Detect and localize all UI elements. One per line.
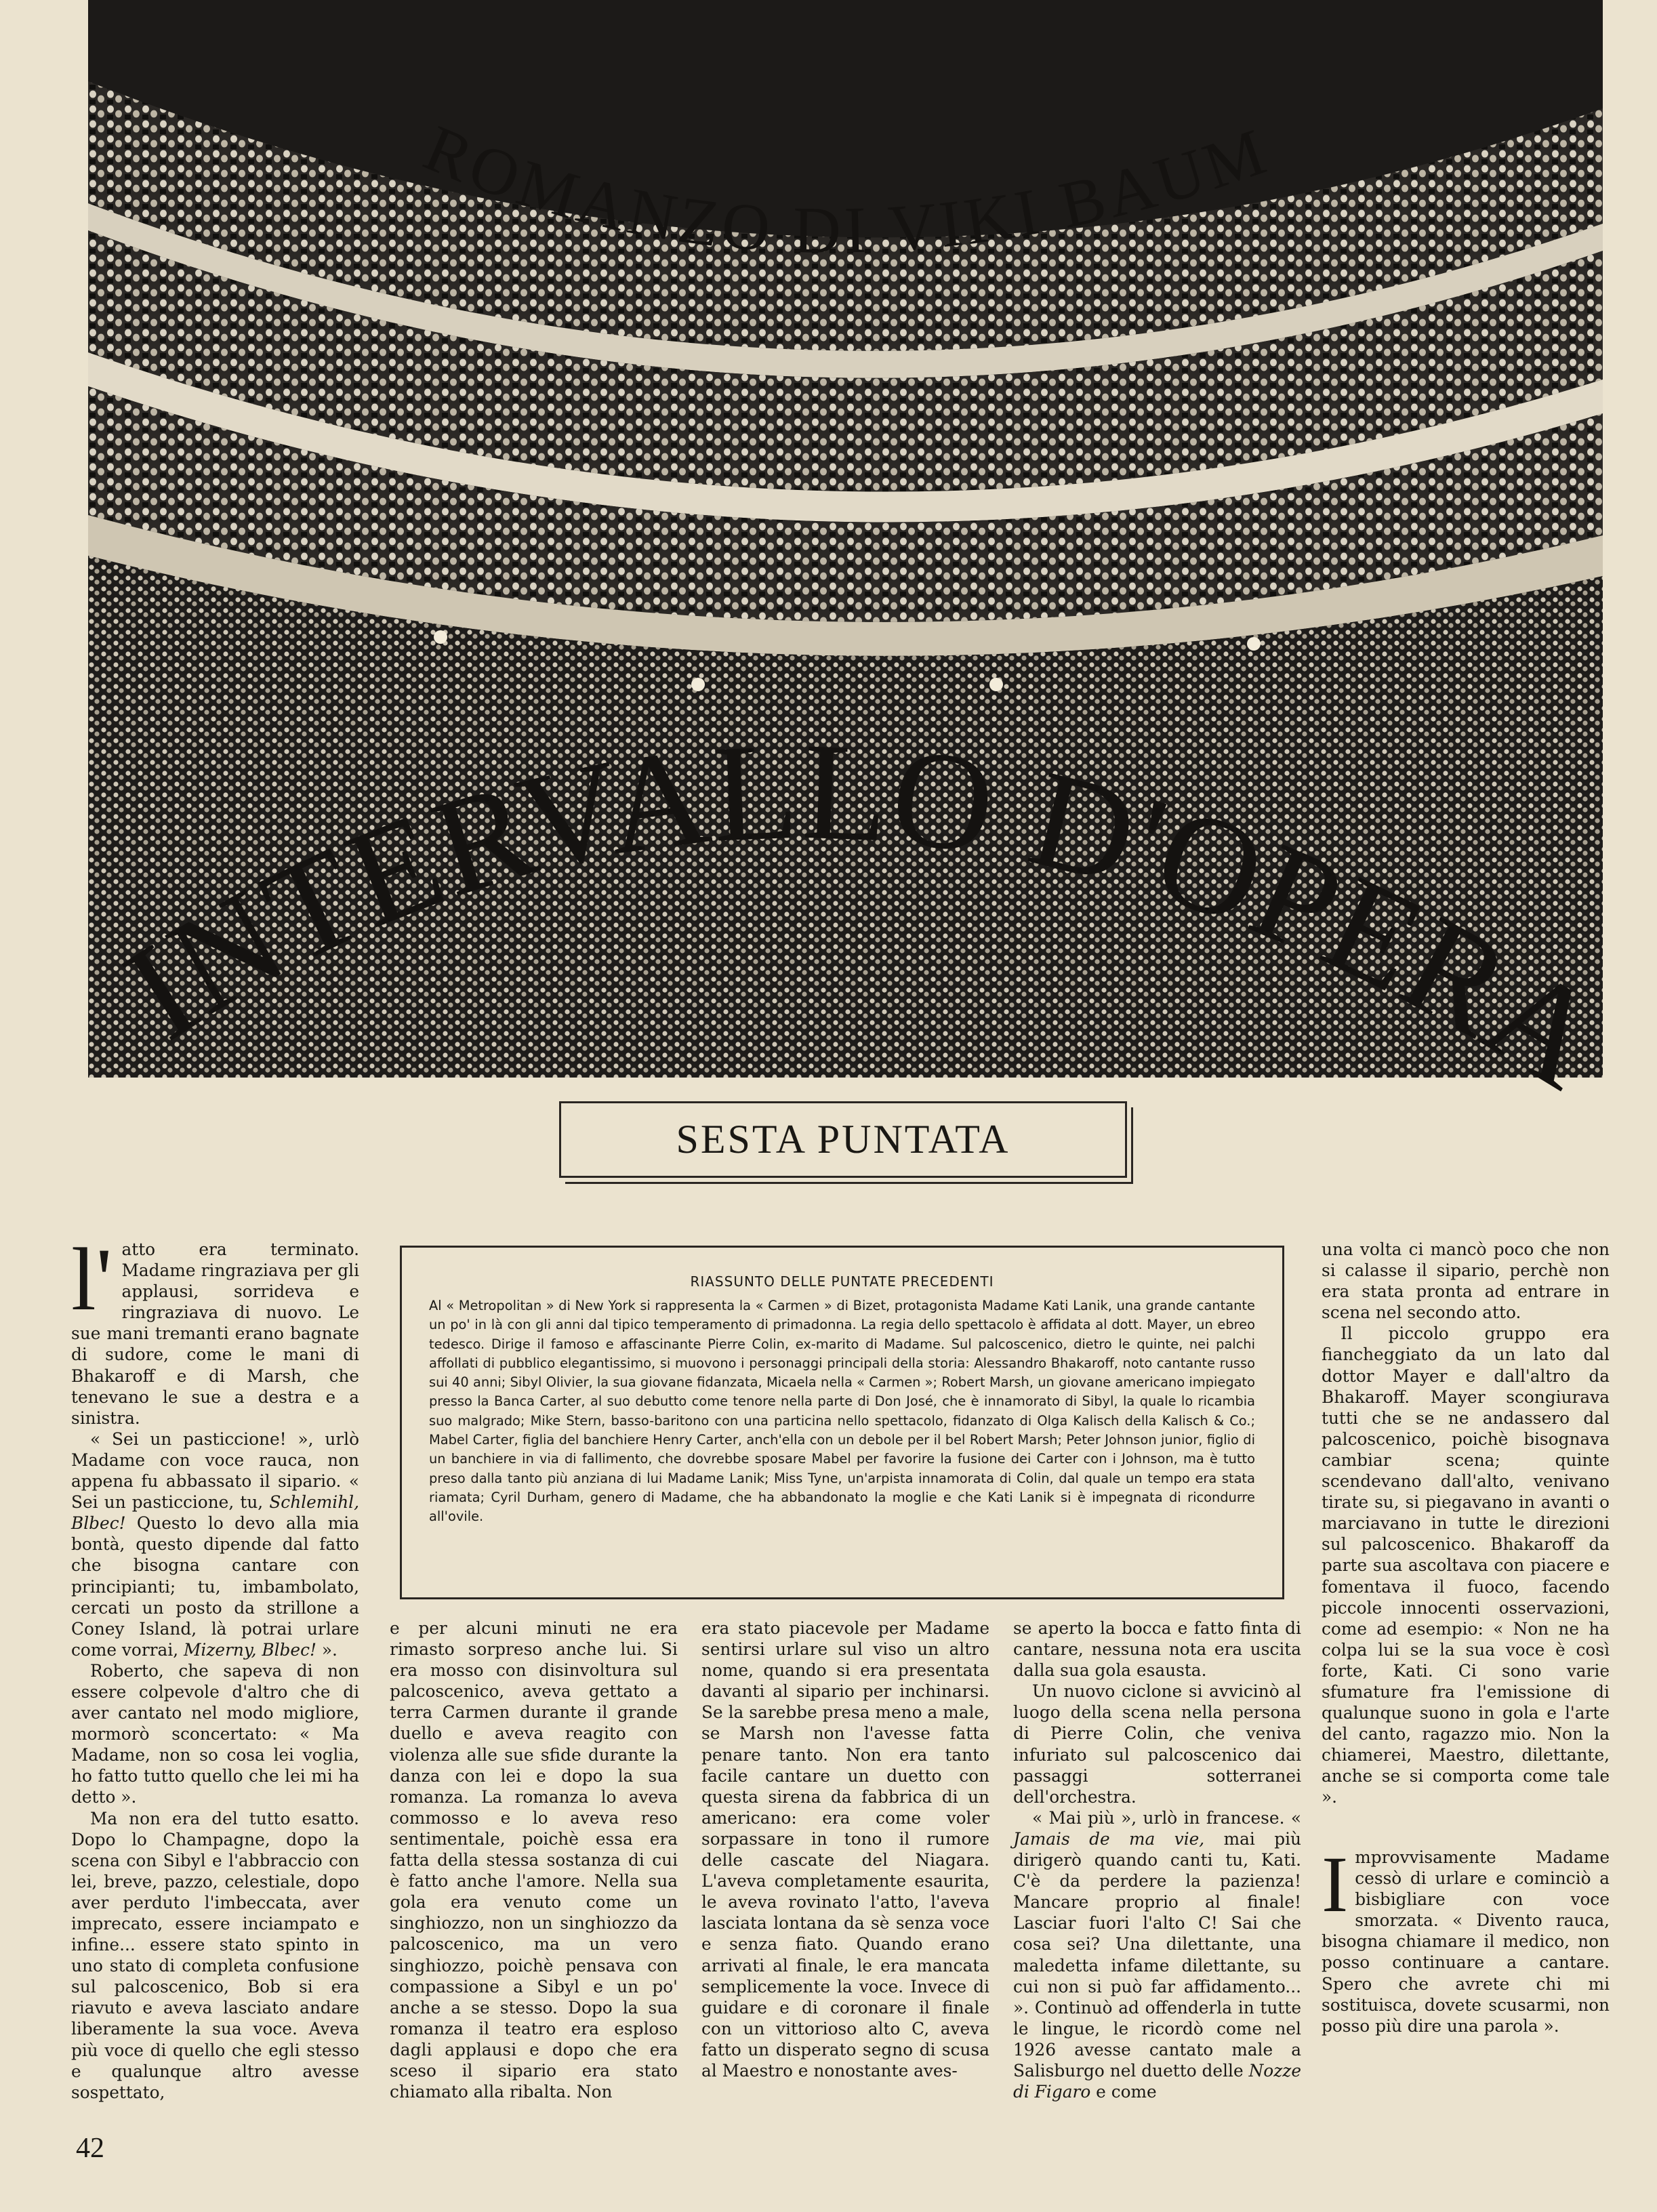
italic-phrase: Nozze di Figaro [1013, 2060, 1301, 2102]
page-number: 42 [76, 2133, 104, 2164]
column-4 [1013, 1618, 1301, 2102]
paragraph-text: e come [1090, 2082, 1157, 2102]
novel-subtitle: ROMANZO DI VIKI BAUM [414, 111, 1278, 268]
italic-phrase: Mizerny, Blbec! [184, 1639, 316, 1660]
paragraph-text: ». [316, 1639, 337, 1660]
opening-paragraph [71, 1229, 359, 1429]
summary-heading: RIASSUNTO DELLE PUNTATE PRECEDENTI [690, 1273, 994, 1290]
installment-box [559, 1101, 1127, 1178]
paragraph: Ma non era del tutto esatto. Dopo lo Champagne, dopo la scena con Sibyl e l'abbraccio con lei, breve, pazzo, celestiale, dopo aver perduto l'imbeccata, aver imprecato, essere inciampato e infine... essere stato spinto in uno stato di completa confusione sul palcoscenico, Bob si era riavuto e aveva lasciato andare liberamente la sua voce. Aveva più voce di quello che egli stesso e qualunque altro avesse sospettato, [71, 1808, 359, 2102]
section-opening-paragraph [1322, 1840, 1610, 2036]
drop-cap: I [1322, 1840, 1349, 1929]
italic-phrase: Schlemihl, Blbec! [71, 1492, 359, 1534]
column-1 [71, 1229, 359, 2103]
paragraph-text: « Sei un pasticcione! », urlò Madame con voce rauca, non appena fu abbassato il sipario. « Sei un pasticcione, tu, [71, 1429, 359, 1513]
column-5 [1322, 1239, 1610, 1808]
summary-text: Al « Metropolitan » di New York si rappresenta la « Carmen » di Bizet, protagonista Madame Kati Lanik, una grande cantante un po' in là con gli anni dal tipico temperamento di primadonna. La regia dello spettacolo è affidata al dott. Mayer, un ebreo tedesco. Dirige il famoso e affascinante Pierre Colin, ex-marito di Madame. Sul palcoscenico, dietro le quinte, nei palchi affollati di pubblico elegantissimo, si muovono i personaggi principali della storia: Alessandro Bhakaroff, noto cantante russo sui 40 anni; Sibyl Olivier, la sua giovane fidanzata, Micaela nella « Carmen »; Robert Marsh, un giovane americano impiegato presso la Banca Carter, al suo debutto come tenore nella parte di Don José, che è innamorato di Sibyl, la quale lo ricambia suo malgrado; Mike Stern, basso-baritono con una particina nello spettacolo, fidanzato di Olga Kalisch della Kalisch & Co.; Mabel Carter, figlia del banchiere Henry Carter, anch'ella con un debole per il bel Robert Marsh; Peter Johnson junior, figlio di un banchiere in via di fallimento, che dovrebbe sposare Mabel per favorire la fusione dei Carter con i Johnson, ma è tutto preso dalla tanto più anziana di lui Madame Lanik; Miss Tyne, un'arpista innamorata di Colin, dal quale un tempo era stata riamata; Cyril Durham, genero di Madame, che ha abbandonato la moglie e che Kati Lanik si è impegnata di ricondurre all'ovile. [429, 1298, 1255, 1525]
column-3 [701, 1618, 989, 2081]
novel-title: INTERVALLO D'OPERA [100, 714, 1628, 1119]
paragraph: Un nuovo ciclone si avvicinò al luogo della scena nella persona di Pierre Colin, che veniva infuriato sul palcoscenico dai passaggi sotterranei dell'orchestra. [1013, 1681, 1301, 1807]
drop-cap: l' [71, 1229, 112, 1329]
paragraph: se aperto la bocca e fatto finta di cantare, nessuna nota era uscita dalla sua gola esausta. [1013, 1618, 1301, 1681]
paragraph: Roberto, che sapeva di non essere colpevole d'altro che di aver cantato nel modo migliore, mormorò sconcertato: « Ma Madame, non so cosa lei voglia, ho fatto tutto quello che lei mi ha detto ». [71, 1660, 359, 1807]
paragraph-text: mprovvisamente Madame cessò di urlare e cominciò a bisbigliare con voce smorzata. « Divento rauca, bisogna chiamare il medico, non posso continuare a cantare. Spero che avrete chi mi sostituisca, dovete scusarmi, non posso più dire una parola ». [1322, 1847, 1610, 2036]
paragraph [1013, 1807, 1301, 2102]
column-2 [390, 1618, 678, 2102]
paragraph: Il piccolo gruppo era fiancheggiato da un lato dal dottor Mayer e dall'altro da Bhakaroff. Mayer scongiurava tutti che se ne andassero dal palcoscenico, poichè bisognava cambiar scena; quinte scendevano dall'alto, venivano tirate su, si piegavano in avanti o marciavano in tutte le direzioni sul palcoscenico. Bhakaroff da parte sua ascoltava con piacere e fomentava il fuoco, facendo piccole innocenti osservazioni, come ad esempio: « Non ne ha colpa lui se la sua voce è così forte, Kati. Ci sono varie sfumature fra l'emissione di qualunque suono in gola e l'arte del canto, ragazzo mio. Non la chiamerei, Maestro, dilettante, anche se si comporta come tale ». [1322, 1324, 1610, 1807]
paragraph-text: atto era terminato. Madame ringraziava per gli applausi, sorrideva e ringraziava di nuovo. Le sue mani tremanti erano bagnate di sudore, come le mani di Bhakaroff e di Marsh, che tenevano le sue a destra e a sinistra. [71, 1240, 359, 1428]
paragraph: e per alcuni minuti ne era rimasto sorpreso anche lui. Si era mosso con disinvoltura sul palcoscenico, aveva gettato a terra Carmen durante il grande duello e aveva reagito con violenza alle sue sfide durante la danza con lei e dopo la sua romanza. La romanza lo aveva commosso e lo aveva reso sentimentale, poichè essa era fatta della stessa sostanza di cui è fatto anche l'amore. Nella sua gola era venuto come un singhiozzo, non un singhiozzo da palcoscenico, ma un vero singhiozzo, poichè pensava con compassione a Sibyl e un po' anche a se stesso. Dopo la sua romanza il teatro era esploso dagli applausi e dopo che era sceso il sipario era stato chiamato alla ribalta. Non [390, 1618, 678, 2102]
paragraph: una volta ci mancò poco che non si calasse il sipario, perchè non era stata pronta ad entrare in scena nel secondo atto. [1322, 1240, 1610, 1323]
italic-phrase: Jamais de ma vie, [1013, 1828, 1205, 1849]
summary-box [400, 1246, 1284, 1599]
paragraph-text: « Mai più », urlò in francese. « [1032, 1807, 1301, 1828]
paragraph-text: mai più dirigerò quando canti tu, Kati. C'è da perdere la pazienza! Mancare proprio al finale! Lasciar fuori l'alto C! Sai che cosa sei? Una dilettante, una maledetta infame dilettante, su cui non si può far affidamento... ». Continuò ad offenderla in tutte le lingue, le ricordò come nel 1926 avesse cantato male a Salisburgo nel duetto delle [1013, 1828, 1301, 2081]
column-5-section [1322, 1840, 1610, 2036]
paragraph-text: Questo lo devo alla mia bontà, questo dipende dal fatto che bisogna cantare con principianti; tu, imbambolato, cercati un posto da strillone a Coney Island, là potrai urlare come vorrai, [71, 1513, 359, 1660]
paragraph: era stato piacevole per Madame sentirsi urlare sul viso un altro nome, quando si era presentata davanti al sipario per inchinarsi. Se la sarebbe presa meno a male, se Marsh non l'avesse fatta penare tanto. Non era tanto facile cantare un duetto con questa sirena da fabbrica di un americano: era come voler sorpassare in tono il rumore delle cascate del Niagara. L'aveva completamente esaurita, le aveva rovinato l'atto, l'aveva lasciata lontana da sè senza voce e senza fiato. Quando erano arrivati al finale, le era mancata semplicemente la voce. Invece di guidare e di coronare il finale con un vittorioso alto C, aveva fatto un disperato segno di scusa al Maestro e nonostante aves- [701, 1618, 989, 2081]
paragraph [71, 1429, 359, 1660]
installment-label: SESTA PUNTATA [676, 1117, 1010, 1162]
